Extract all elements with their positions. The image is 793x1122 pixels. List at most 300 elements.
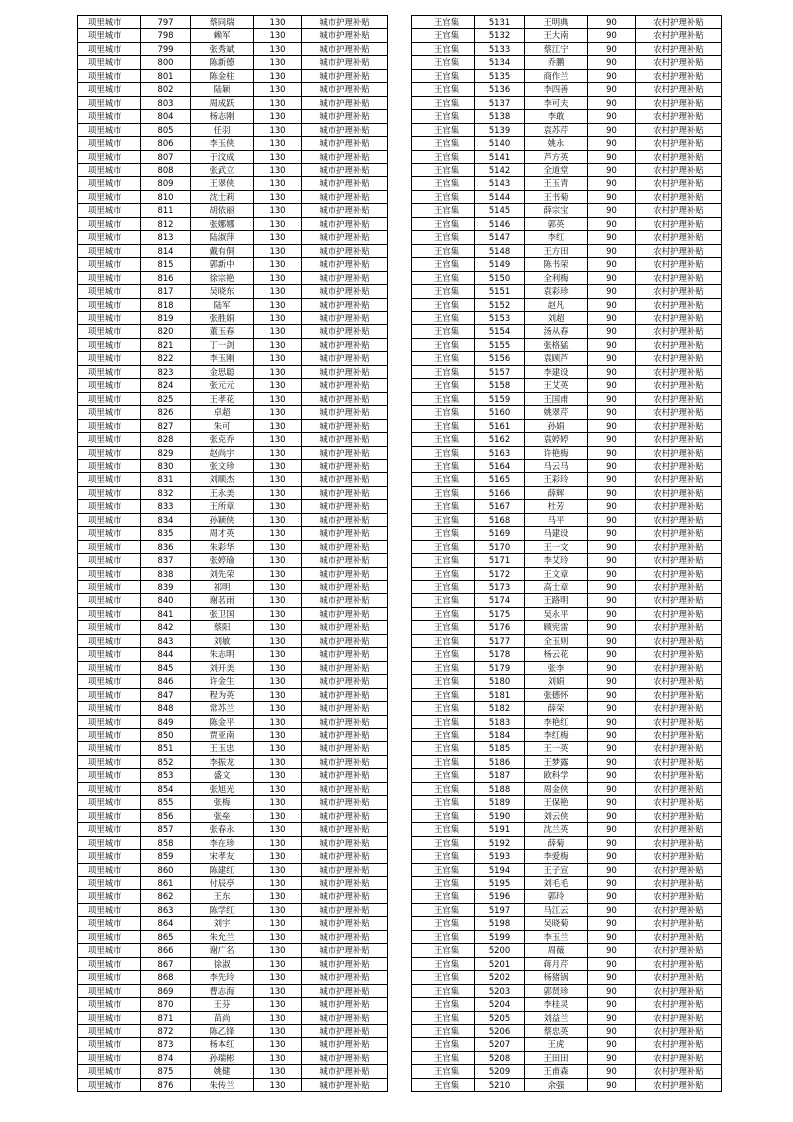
area-cell: 项里城市 (78, 877, 141, 890)
table-row (412, 877, 722, 890)
name-cell: 刘毛毛 (525, 877, 588, 890)
serial-number-cell: 5169 (475, 527, 525, 540)
subsidy-type-cell: 城市护理补贴 (302, 554, 388, 567)
amount-cell: 90 (588, 271, 636, 284)
name-cell: 贾亚南 (191, 729, 254, 742)
name-cell: 盛文 (191, 769, 254, 782)
name-cell: 赖军 (191, 29, 254, 42)
area-cell: 项里城市 (78, 1024, 141, 1037)
area-cell: 项里城市 (78, 984, 141, 997)
table-row (412, 473, 722, 486)
amount-cell: 130 (254, 594, 302, 607)
table-row (78, 782, 388, 795)
name-cell: 张李 (525, 661, 588, 674)
name-cell: 王子宣 (525, 863, 588, 876)
subsidy-type-cell: 城市护理补贴 (302, 311, 388, 324)
subsidy-type-cell: 城市护理补贴 (302, 513, 388, 526)
subsidy-type-cell: 城市护理补贴 (302, 850, 388, 863)
name-cell: 王方田 (525, 244, 588, 257)
subsidy-type-cell: 农村护理补贴 (636, 42, 722, 55)
area-cell: 项里城市 (78, 446, 141, 459)
area-cell: 王官集 (412, 823, 475, 836)
serial-number-cell: 863 (141, 903, 191, 916)
amount-cell: 130 (254, 352, 302, 365)
subsidy-type-cell: 城市护理补贴 (302, 406, 388, 419)
name-cell: 杨本红 (191, 1038, 254, 1051)
serial-number-cell: 853 (141, 769, 191, 782)
table-row (78, 486, 388, 499)
subsidy-type-cell: 城市护理补贴 (302, 621, 388, 634)
subsidy-type-cell: 农村护理补贴 (636, 177, 722, 190)
area-cell: 王官集 (412, 930, 475, 943)
amount-cell: 130 (254, 1065, 302, 1078)
area-cell: 王官集 (412, 486, 475, 499)
name-cell: 张格猛 (525, 338, 588, 351)
name-cell: 付辰亭 (191, 877, 254, 890)
table-row (78, 150, 388, 163)
name-cell: 祁明 (191, 581, 254, 594)
table-row (78, 648, 388, 661)
subsidy-type-cell: 农村护理补贴 (636, 459, 722, 472)
serial-number-cell: 828 (141, 433, 191, 446)
subsidy-type-cell: 农村护理补贴 (636, 769, 722, 782)
amount-cell: 90 (588, 634, 636, 647)
area-cell: 王官集 (412, 984, 475, 997)
serial-number-cell: 849 (141, 715, 191, 728)
area-cell: 王官集 (412, 459, 475, 472)
subsidy-type-cell: 城市护理补贴 (302, 177, 388, 190)
area-cell: 项里城市 (78, 285, 141, 298)
area-cell: 王官集 (412, 29, 475, 42)
amount-cell: 130 (254, 83, 302, 96)
subsidy-type-cell: 农村护理补贴 (636, 567, 722, 580)
table-row (78, 1078, 388, 1091)
table-row (412, 930, 722, 943)
subsidy-type-cell: 城市护理补贴 (302, 742, 388, 755)
area-cell: 王官集 (412, 190, 475, 203)
area-cell: 王官集 (412, 1078, 475, 1091)
name-cell: 朱传兰 (191, 1078, 254, 1091)
table-row (412, 217, 722, 230)
amount-cell: 130 (254, 769, 302, 782)
amount-cell: 90 (588, 769, 636, 782)
name-cell: 张旭光 (191, 782, 254, 795)
area-cell: 项里城市 (78, 325, 141, 338)
amount-cell: 90 (588, 675, 636, 688)
name-cell: 马建设 (525, 527, 588, 540)
subsidy-type-cell: 农村护理补贴 (636, 110, 722, 123)
area-cell: 王官集 (412, 42, 475, 55)
area-cell: 项里城市 (78, 729, 141, 742)
amount-cell: 130 (254, 1051, 302, 1064)
name-cell: 郭英 (525, 217, 588, 230)
name-cell: 卓超 (191, 406, 254, 419)
name-cell: 李艳红 (525, 715, 588, 728)
subsidy-type-cell: 农村护理补贴 (636, 365, 722, 378)
subsidy-type-cell: 农村护理补贴 (636, 285, 722, 298)
subsidy-type-cell: 农村护理补贴 (636, 607, 722, 620)
subsidy-type-cell: 农村护理补贴 (636, 540, 722, 553)
serial-number-cell: 5176 (475, 621, 525, 634)
area-cell: 项里城市 (78, 406, 141, 419)
table-row (412, 903, 722, 916)
name-cell: 王虎 (525, 1038, 588, 1051)
table-row (78, 715, 388, 728)
table-row (78, 446, 388, 459)
table-row (412, 796, 722, 809)
serial-number-cell: 818 (141, 298, 191, 311)
name-cell: 姚健 (191, 1065, 254, 1078)
amount-cell: 130 (254, 392, 302, 405)
area-cell: 王官集 (412, 1038, 475, 1051)
name-cell: 薛宗宝 (525, 204, 588, 217)
table-row (78, 944, 388, 957)
area-cell: 项里城市 (78, 540, 141, 553)
serial-number-cell: 5189 (475, 796, 525, 809)
amount-cell: 130 (254, 957, 302, 970)
subsidy-type-cell: 农村护理补贴 (636, 836, 722, 849)
area-cell: 王官集 (412, 863, 475, 876)
area-cell: 王官集 (412, 527, 475, 540)
area-cell: 项里城市 (78, 836, 141, 849)
amount-cell: 90 (588, 688, 636, 701)
subsidy-type-cell: 农村护理补贴 (636, 419, 722, 432)
serial-number-cell: 5141 (475, 150, 525, 163)
amount-cell: 130 (254, 755, 302, 768)
serial-number-cell: 875 (141, 1065, 191, 1078)
name-cell: 郭贤珍 (525, 984, 588, 997)
name-cell: 王翠侠 (191, 177, 254, 190)
subsidy-type-cell: 农村护理补贴 (636, 352, 722, 365)
table-row (412, 607, 722, 620)
left-subsidy-table (77, 15, 388, 1092)
amount-cell: 130 (254, 1038, 302, 1051)
serial-number-cell: 847 (141, 688, 191, 701)
table-row (78, 96, 388, 109)
serial-number-cell: 5175 (475, 607, 525, 620)
amount-cell: 90 (588, 554, 636, 567)
table-row (78, 903, 388, 916)
table-row (412, 29, 722, 42)
subsidy-type-cell: 城市护理补贴 (302, 110, 388, 123)
serial-number-cell: 838 (141, 567, 191, 580)
amount-cell: 90 (588, 823, 636, 836)
amount-cell: 130 (254, 69, 302, 82)
subsidy-type-cell: 城市护理补贴 (302, 338, 388, 351)
amount-cell: 90 (588, 957, 636, 970)
table-row (412, 392, 722, 405)
area-cell: 项里城市 (78, 742, 141, 755)
subsidy-type-cell: 农村护理补贴 (636, 782, 722, 795)
amount-cell: 90 (588, 150, 636, 163)
table-row (78, 594, 388, 607)
serial-number-cell: 866 (141, 944, 191, 957)
table-row (78, 311, 388, 324)
area-cell: 项里城市 (78, 56, 141, 69)
amount-cell: 90 (588, 29, 636, 42)
name-cell: 沈士莉 (191, 190, 254, 203)
name-cell: 王国甫 (525, 392, 588, 405)
name-cell: 高士章 (525, 581, 588, 594)
name-cell: 宋孝友 (191, 850, 254, 863)
table-row (412, 769, 722, 782)
table-row (412, 56, 722, 69)
serial-number-cell: 5167 (475, 500, 525, 513)
table-row (78, 823, 388, 836)
serial-number-cell: 834 (141, 513, 191, 526)
amount-cell: 130 (254, 137, 302, 150)
area-cell: 王官集 (412, 755, 475, 768)
table-row (412, 177, 722, 190)
name-cell: 李四善 (525, 83, 588, 96)
area-cell: 王官集 (412, 311, 475, 324)
area-cell: 王官集 (412, 796, 475, 809)
area-cell: 项里城市 (78, 621, 141, 634)
amount-cell: 90 (588, 83, 636, 96)
amount-cell: 130 (254, 177, 302, 190)
amount-cell: 90 (588, 890, 636, 903)
area-cell: 项里城市 (78, 29, 141, 42)
table-row (78, 984, 388, 997)
subsidy-type-cell: 农村护理补贴 (636, 796, 722, 809)
name-cell: 姚翠芹 (525, 406, 588, 419)
table-row (412, 500, 722, 513)
subsidy-type-cell: 农村护理补贴 (636, 446, 722, 459)
subsidy-type-cell: 农村护理补贴 (636, 527, 722, 540)
name-cell: 李红 (525, 231, 588, 244)
table-row (412, 285, 722, 298)
table-row (412, 823, 722, 836)
subsidy-type-cell: 农村护理补贴 (636, 755, 722, 768)
area-cell: 项里城市 (78, 486, 141, 499)
subsidy-type-cell: 农村护理补贴 (636, 944, 722, 957)
name-cell: 张文珍 (191, 459, 254, 472)
name-cell: 薛辉 (525, 486, 588, 499)
table-row (412, 742, 722, 755)
table-row (78, 513, 388, 526)
table-row (78, 540, 388, 553)
amount-cell: 130 (254, 715, 302, 728)
serial-number-cell: 5147 (475, 231, 525, 244)
subsidy-type-cell: 农村护理补贴 (636, 123, 722, 136)
table-row (412, 890, 722, 903)
subsidy-type-cell: 农村护理补贴 (636, 634, 722, 647)
serial-number-cell: 807 (141, 150, 191, 163)
subsidy-type-cell: 农村护理补贴 (636, 433, 722, 446)
subsidy-type-cell: 城市护理补贴 (302, 998, 388, 1011)
area-cell: 王官集 (412, 433, 475, 446)
subsidy-type-cell: 城市护理补贴 (302, 16, 388, 29)
amount-cell: 90 (588, 1065, 636, 1078)
amount-cell: 90 (588, 285, 636, 298)
table-row (78, 729, 388, 742)
area-cell: 项里城市 (78, 177, 141, 190)
amount-cell: 90 (588, 473, 636, 486)
table-row (412, 352, 722, 365)
subsidy-type-cell: 城市护理补贴 (302, 796, 388, 809)
subsidy-type-cell: 城市护理补贴 (302, 325, 388, 338)
area-cell: 项里城市 (78, 769, 141, 782)
area-cell: 项里城市 (78, 123, 141, 136)
amount-cell: 130 (254, 419, 302, 432)
serial-number-cell: 873 (141, 1038, 191, 1051)
table-row (412, 325, 722, 338)
subsidy-type-cell: 农村护理补贴 (636, 877, 722, 890)
serial-number-cell: 5158 (475, 379, 525, 392)
subsidy-type-cell: 城市护理补贴 (302, 1051, 388, 1064)
name-cell: 王所章 (191, 500, 254, 513)
amount-cell: 130 (254, 984, 302, 997)
serial-number-cell: 5181 (475, 688, 525, 701)
table-row (78, 177, 388, 190)
area-cell: 王官集 (412, 540, 475, 553)
subsidy-type-cell: 城市护理补贴 (302, 473, 388, 486)
table-row (412, 298, 722, 311)
serial-number-cell: 852 (141, 755, 191, 768)
name-cell: 李建设 (525, 365, 588, 378)
amount-cell: 90 (588, 782, 636, 795)
amount-cell: 130 (254, 607, 302, 620)
name-cell: 张克乔 (191, 433, 254, 446)
amount-cell: 130 (254, 917, 302, 930)
table-row (78, 16, 388, 29)
serial-number-cell: 5177 (475, 634, 525, 647)
subsidy-type-cell: 农村护理补贴 (636, 473, 722, 486)
name-cell: 郭新中 (191, 258, 254, 271)
name-cell: 孙瑞彬 (191, 1051, 254, 1064)
table-row (78, 459, 388, 472)
table-row (412, 729, 722, 742)
subsidy-type-cell: 农村护理补贴 (636, 244, 722, 257)
amount-cell: 130 (254, 311, 302, 324)
table-row (412, 527, 722, 540)
amount-cell: 130 (254, 56, 302, 69)
serial-number-cell: 5190 (475, 809, 525, 822)
amount-cell: 130 (254, 675, 302, 688)
area-cell: 项里城市 (78, 258, 141, 271)
name-cell: 陈金平 (191, 715, 254, 728)
name-cell: 吴晓菊 (525, 917, 588, 930)
area-cell: 项里城市 (78, 661, 141, 674)
table-row (78, 850, 388, 863)
amount-cell: 130 (254, 836, 302, 849)
area-cell: 王官集 (412, 285, 475, 298)
name-cell: 李先玲 (191, 971, 254, 984)
table-row (412, 69, 722, 82)
serial-number-cell: 802 (141, 83, 191, 96)
table-row (412, 998, 722, 1011)
subsidy-type-cell: 农村护理补贴 (636, 729, 722, 742)
name-cell: 朱彩华 (191, 540, 254, 553)
name-cell: 周才英 (191, 527, 254, 540)
name-cell: 马江云 (525, 903, 588, 916)
subsidy-type-cell: 农村护理补贴 (636, 56, 722, 69)
serial-number-cell: 5153 (475, 311, 525, 324)
area-cell: 项里城市 (78, 688, 141, 701)
subsidy-type-cell: 农村护理补贴 (636, 338, 722, 351)
table-row (412, 581, 722, 594)
subsidy-type-cell: 城市护理补贴 (302, 594, 388, 607)
amount-cell: 130 (254, 782, 302, 795)
subsidy-type-cell: 农村护理补贴 (636, 96, 722, 109)
area-cell: 项里城市 (78, 971, 141, 984)
amount-cell: 90 (588, 581, 636, 594)
subsidy-type-cell: 城市护理补贴 (302, 769, 388, 782)
amount-cell: 130 (254, 823, 302, 836)
subsidy-type-cell: 城市护理补贴 (302, 1024, 388, 1037)
area-cell: 王官集 (412, 554, 475, 567)
subsidy-type-cell: 农村护理补贴 (636, 513, 722, 526)
table-row (412, 446, 722, 459)
area-cell: 项里城市 (78, 554, 141, 567)
serial-number-cell: 826 (141, 406, 191, 419)
table-row (412, 621, 722, 634)
serial-number-cell: 5197 (475, 903, 525, 916)
subsidy-type-cell: 城市护理补贴 (302, 137, 388, 150)
table-row (78, 285, 388, 298)
name-cell: 刘顺杰 (191, 473, 254, 486)
serial-number-cell: 5173 (475, 581, 525, 594)
subsidy-type-cell: 城市护理补贴 (302, 755, 388, 768)
serial-number-cell: 5145 (475, 204, 525, 217)
serial-number-cell: 5160 (475, 406, 525, 419)
table-row (412, 83, 722, 96)
subsidy-type-cell: 城市护理补贴 (302, 648, 388, 661)
name-cell: 马平 (525, 513, 588, 526)
subsidy-type-cell: 农村护理补贴 (636, 392, 722, 405)
serial-number-cell: 825 (141, 392, 191, 405)
area-cell: 王官集 (412, 809, 475, 822)
name-cell: 蔡江宁 (525, 42, 588, 55)
name-cell: 张元元 (191, 379, 254, 392)
subsidy-type-cell: 农村护理补贴 (636, 16, 722, 29)
table-row (78, 83, 388, 96)
area-cell: 项里城市 (78, 594, 141, 607)
amount-cell: 130 (254, 459, 302, 472)
name-cell: 沈兰英 (525, 823, 588, 836)
name-cell: 李艾玲 (525, 554, 588, 567)
name-cell: 王路明 (525, 594, 588, 607)
subsidy-type-cell: 城市护理补贴 (302, 715, 388, 728)
area-cell: 王官集 (412, 850, 475, 863)
name-cell: 顾宪雷 (525, 621, 588, 634)
serial-number-cell: 842 (141, 621, 191, 634)
table-row (78, 204, 388, 217)
name-cell: 薛菊 (525, 836, 588, 849)
name-cell: 王大南 (525, 29, 588, 42)
subsidy-type-cell: 农村护理补贴 (636, 231, 722, 244)
subsidy-type-cell: 城市护理补贴 (302, 298, 388, 311)
subsidy-type-cell: 城市护理补贴 (302, 433, 388, 446)
serial-number-cell: 839 (141, 581, 191, 594)
amount-cell: 90 (588, 715, 636, 728)
amount-cell: 90 (588, 69, 636, 82)
name-cell: 李在珍 (191, 836, 254, 849)
subsidy-type-cell: 城市护理补贴 (302, 782, 388, 795)
amount-cell: 90 (588, 392, 636, 405)
amount-cell: 90 (588, 433, 636, 446)
table-row (412, 836, 722, 849)
subsidy-type-cell: 城市护理补贴 (302, 231, 388, 244)
table-row (412, 271, 722, 284)
amount-cell: 90 (588, 311, 636, 324)
name-cell: 陆颖 (191, 83, 254, 96)
amount-cell: 90 (588, 365, 636, 378)
area-cell: 王官集 (412, 998, 475, 1011)
subsidy-type-cell: 城市护理补贴 (302, 365, 388, 378)
name-cell: 王一英 (525, 742, 588, 755)
serial-number-cell: 5162 (475, 433, 525, 446)
